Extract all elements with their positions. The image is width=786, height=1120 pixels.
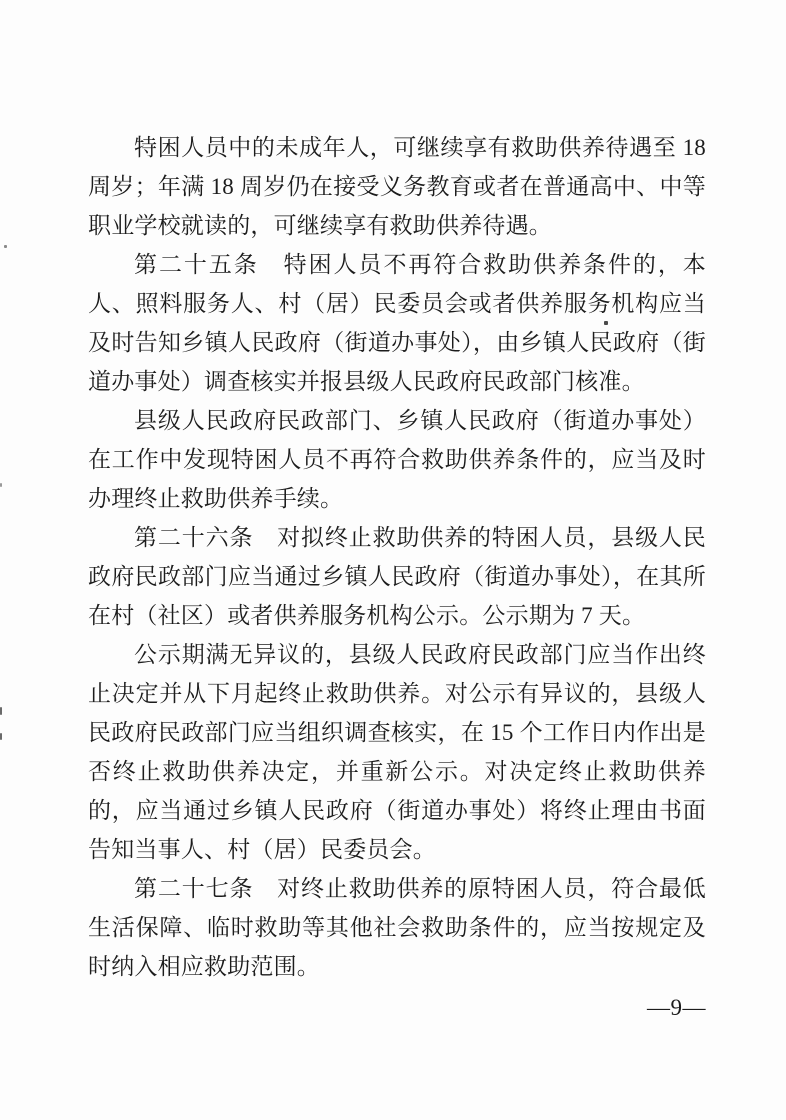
document-body xyxy=(88,128,706,986)
scan-speck xyxy=(604,321,608,325)
paragraph-continuation-article24: 特困人员中的未成年人，可继续享有救助供养待遇至 18 周岁；年满 18 周岁仍在接受义务教育或者在普通高中、中等职业学校就读的，可继续享有救助供养待遇。 xyxy=(88,135,706,238)
paragraph-article-26-followup: 公示期满无异议的，县级人民政府民政部门应当作出终止决定并从下月起终止救助供养。对公示有异议的，县级人民政府民政部门应当组织调查核实，在 15 个工作日内作出是否终止救助供养决定，并重新公示。对决定终止救助供养的，应当通过乡镇人民政府（街道办事处）将终止理由书面告知当事人、村（居）民委员会。 xyxy=(88,642,706,862)
scan-speck xyxy=(0,733,2,740)
scan-speck xyxy=(4,245,7,248)
paragraph-article-26: 第二十六条 对拟终止救助供养的特困人员，县级人民政府民政部门应当通过乡镇人民政府（街道办事处），在其所在村（社区）或者供养服务机构公示。公示期为 7 天。 xyxy=(88,525,706,628)
scan-speck xyxy=(0,707,2,715)
paragraph-article-25-followup: 县级人民政府民政部门、乡镇人民政府（街道办事处）在工作中发现特困人员不再符合救助供养条件的，应当及时办理终止救助供养手续。 xyxy=(88,408,706,511)
scan-speck xyxy=(0,483,2,487)
paragraph-article-25: 第二十五条 特困人员不再符合救助供养条件的，本人、照料服务人、村（居）民委员会或者供养服务机构应当及时告知乡镇人民政府（街道办事处），由乡镇人民政府（街道办事处）调查核实并报县级人民政府民政部门核准。 xyxy=(88,252,706,394)
page-number: —9— xyxy=(647,995,706,1020)
paragraph-article-27: 第二十七条 对终止救助供养的原特困人员，符合最低生活保障、临时救助等其他社会救助条件的，应当按规定及时纳入相应救助范围。 xyxy=(88,876,706,979)
